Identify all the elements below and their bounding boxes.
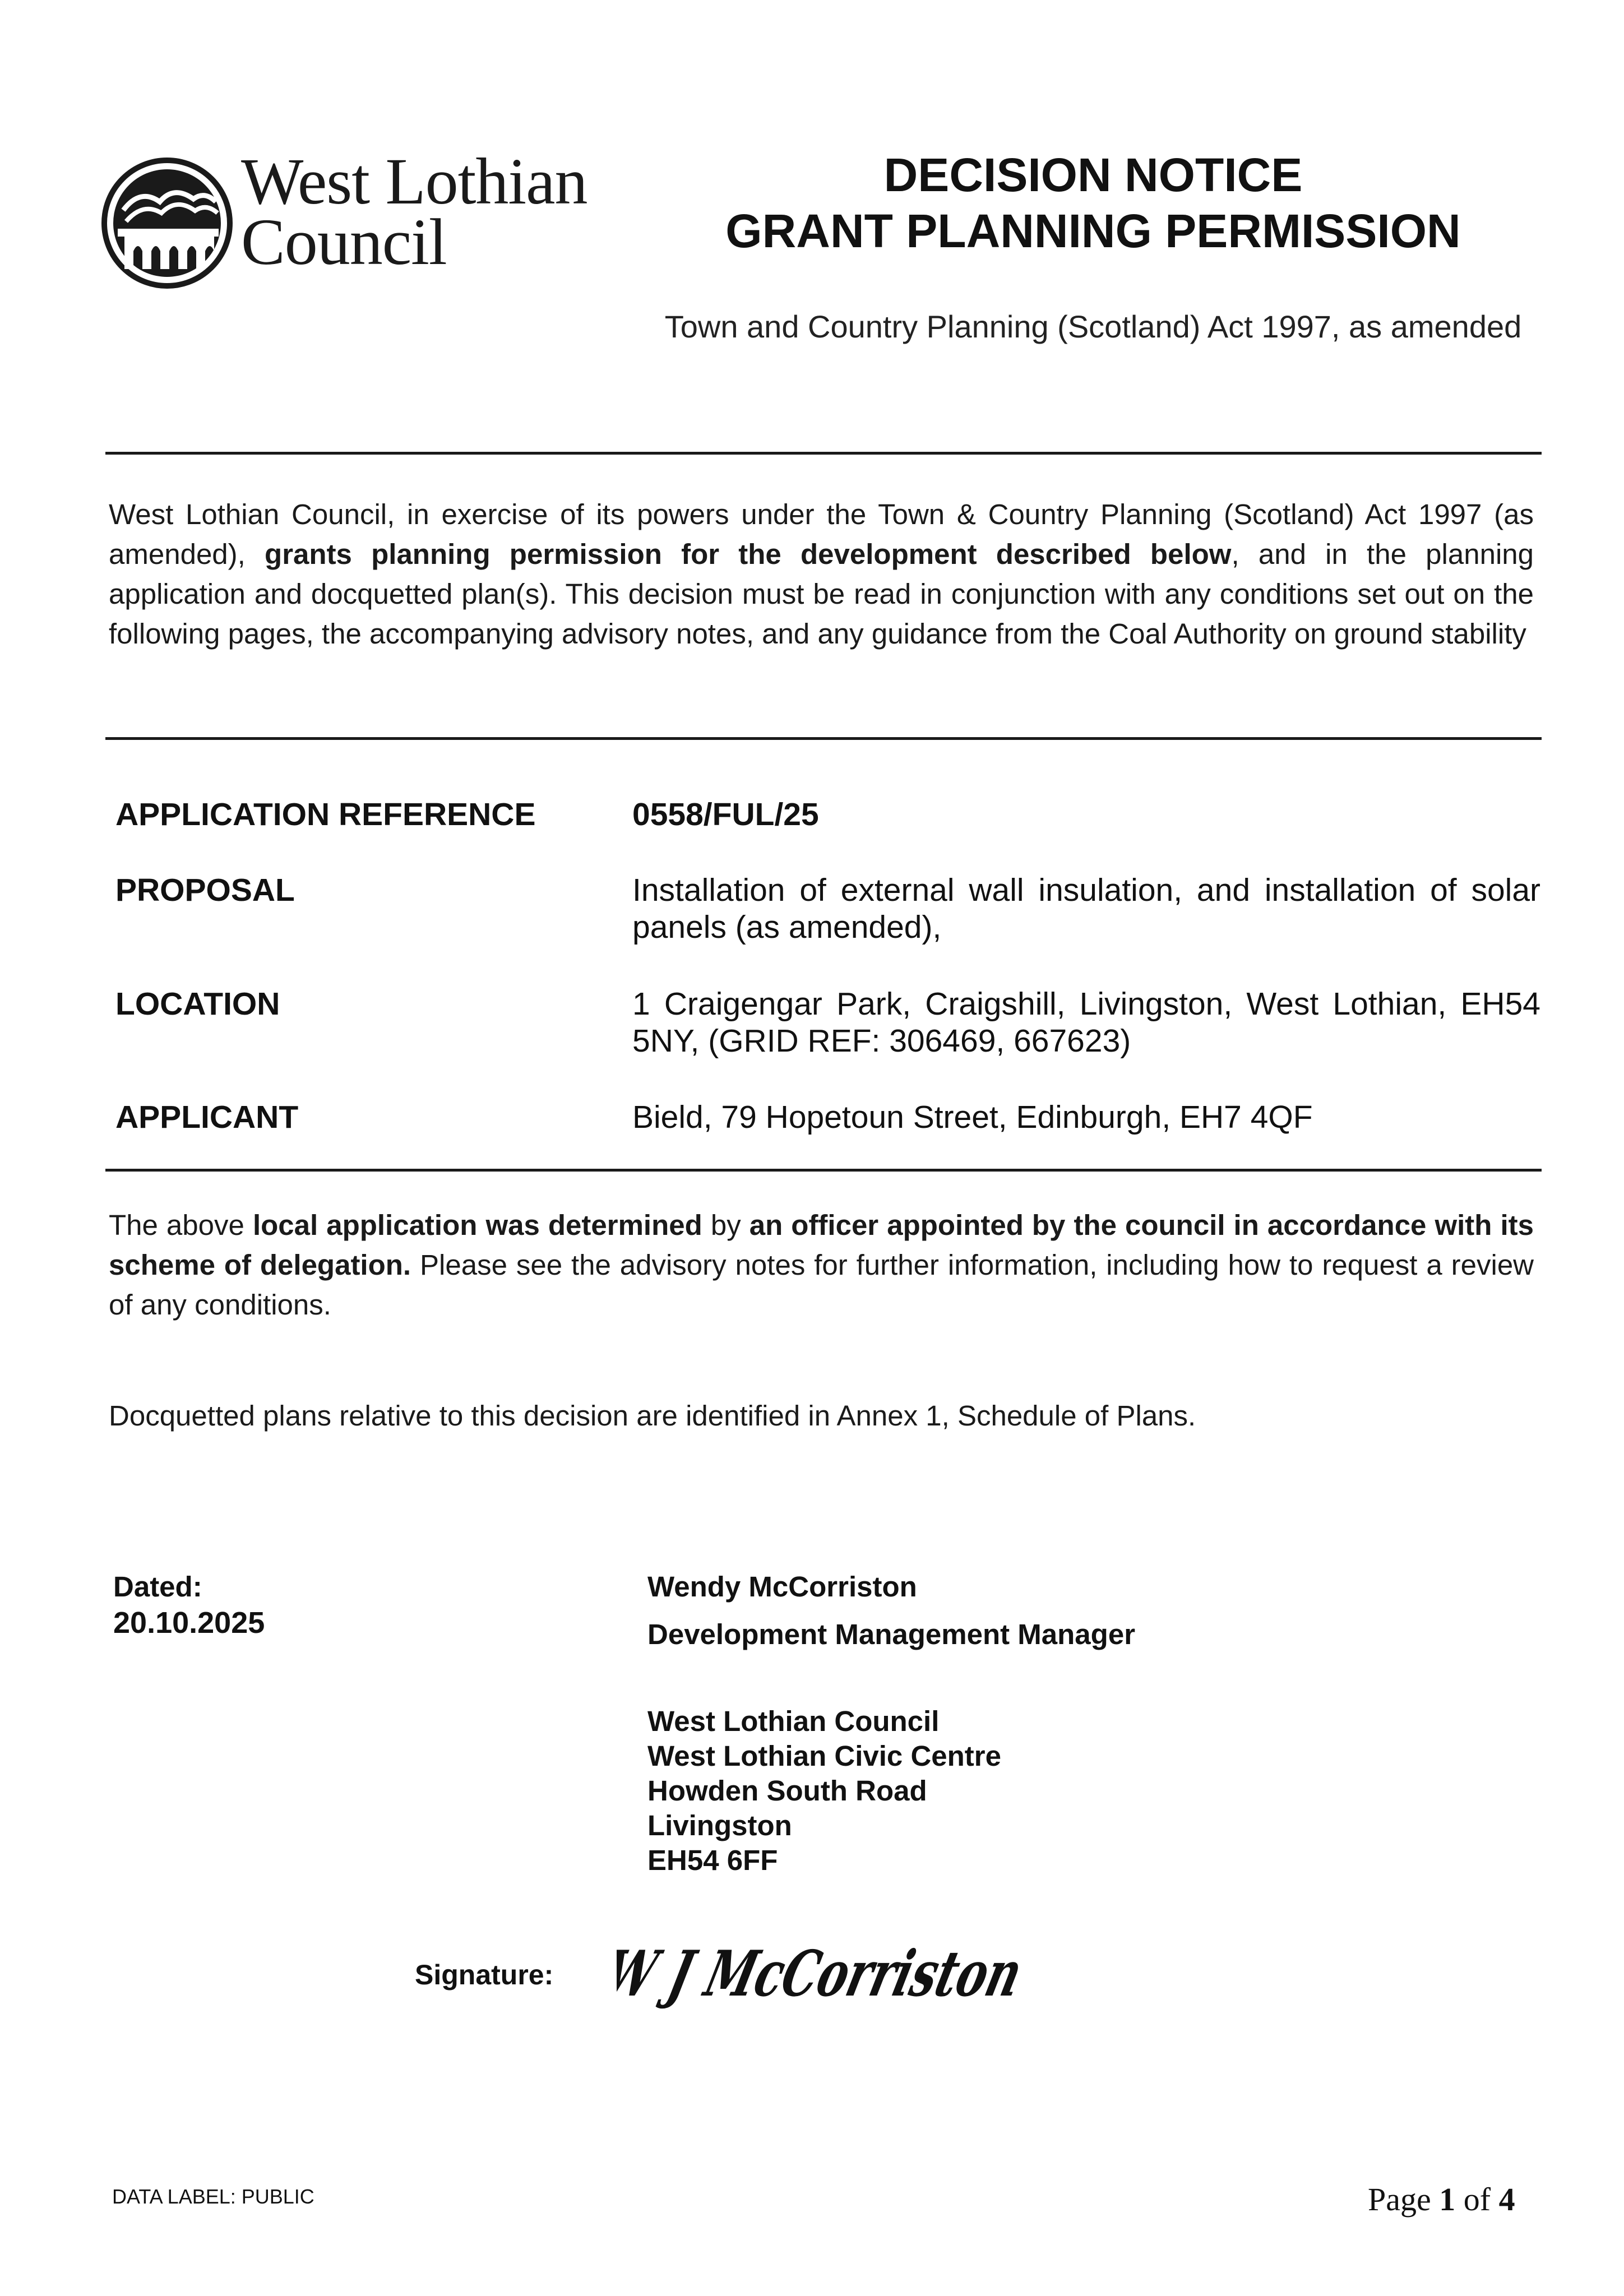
address-line: West Lothian Council <box>647 1705 940 1737</box>
logo-line-2: Council <box>241 205 447 279</box>
logo-wordmark <box>241 145 587 279</box>
proposal-label: PROPOSAL <box>115 872 295 908</box>
applicant-value: Bield, 79 Hopetoun Street, Edinburgh, EH7 4QF <box>632 1099 1313 1135</box>
proposal-value: Installation of external wall insulation, and installation of solar panels (as amended), <box>632 872 1540 945</box>
svg-text:W J McCorriston: W J McCorriston <box>617 1936 1177 2011</box>
officer-address <box>647 1704 1001 1878</box>
handwritten-signature <box>617 1928 1177 2024</box>
divider-1 <box>105 452 1542 455</box>
divider-3 <box>105 1169 1542 1172</box>
page-total: 4 <box>1498 2181 1515 2218</box>
determination-text-1: The above <box>109 1209 253 1241</box>
act-subtitle: Town and Country Planning (Scotland) Act 1997, as amended <box>664 309 1522 344</box>
docquetted-note: Docquetted plans relative to this decision are identified in Annex 1, Schedule of Plans. <box>109 1400 1196 1432</box>
council-logo <box>101 145 605 297</box>
ref-value: 0558/FUL/25 <box>632 797 819 832</box>
title-line-2: GRANT PLANNING PERMISSION <box>725 205 1461 257</box>
page-word: Page <box>1368 2181 1431 2218</box>
address-line: West Lothian Civic Centre <box>647 1740 1002 1772</box>
determination-text-2: by <box>702 1209 749 1241</box>
intro-text-1: West Lothian Council, in exercise of its powers under the Town & Country Planning (Scotland) Act 1997 (as amended), <box>109 498 1534 570</box>
intro-text-2: , and in the planning application and docquetted plan(s). This decision must be read in conjunction with any conditions set out on the following pages, the accompanying advisory notes, and any guidance from the Coal Authority on ground stability <box>109 538 1534 650</box>
address-line: Howden South Road <box>647 1775 927 1807</box>
applicant-label: APPLICANT <box>115 1099 299 1135</box>
divider-2 <box>105 737 1542 740</box>
address-line: EH54 6FF <box>647 1844 778 1876</box>
dated-block <box>113 1570 265 1640</box>
determination-bold-2: an officer appointed by the council in accordance with its scheme of delegation. <box>109 1209 1534 1281</box>
location-value: 1 Craigengar Park, Craigshill, Livingston, West Lothian, EH54 5NY, (GRID REF: 306469, 667623) <box>632 986 1540 1059</box>
determination-bold-1: local application was determined <box>252 1209 702 1241</box>
data-label: DATA LABEL: PUBLIC <box>112 2185 314 2208</box>
logo-line-1: West Lothian <box>241 145 587 218</box>
determination-paragraph <box>109 1205 1534 1325</box>
officer-name: Wendy McCorriston <box>647 1571 917 1603</box>
officer-role: Development Management Manager <box>647 1618 1136 1650</box>
intro-text-bold: grants planning permission for the development described below <box>265 538 1232 570</box>
location-label: LOCATION <box>115 986 280 1022</box>
dated-label: Dated: <box>113 1571 202 1603</box>
page-current: 1 <box>1439 2181 1456 2218</box>
dated-value: 20.10.2025 <box>113 1606 265 1640</box>
title-line-1: DECISION NOTICE <box>883 149 1303 201</box>
determination-text-3: Please see the advisory notes for further information, including how to request a review of any conditions. <box>109 1249 1534 1321</box>
page-of: of <box>1463 2181 1491 2218</box>
intro-paragraph <box>109 494 1534 654</box>
signature-label: Signature: <box>415 1959 554 1991</box>
address-line: Livingston <box>647 1809 792 1841</box>
viaduct-crest-icon <box>101 157 241 297</box>
ref-label: APPLICATION REFERENCE <box>115 797 536 832</box>
page-title <box>673 147 1514 259</box>
page-number <box>1368 2181 1515 2218</box>
